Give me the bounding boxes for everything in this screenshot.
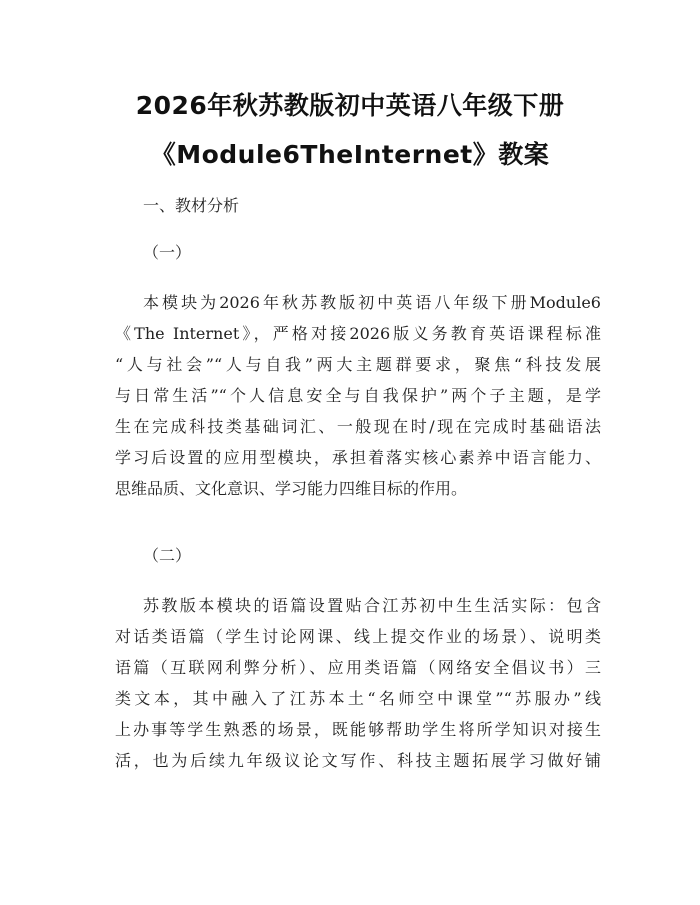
paragraph-2	[115, 590, 601, 776]
subsection-heading-1: （一）	[143, 243, 192, 262]
paragraph-2-line: 语篇（互联网利弊分析）、应用类语篇（网络安全倡议书）三	[115, 658, 601, 677]
paragraph-1	[115, 287, 601, 504]
paragraph-2-line: 类文本，其中融入了江苏本土“名师空中课堂”“苏服办”线	[115, 689, 601, 708]
paragraph-1-line: 思维品质、文化意识、学习能力四维目标的作用。	[115, 479, 468, 498]
paragraph-2-line: 苏教版本模块的语篇设置贴合江苏初中生生活实际：包含	[143, 596, 601, 615]
paragraph-2-line: 对话类语篇（学生讨论网课、线上提交作业的场景）、说明类	[115, 627, 601, 646]
document-title-line-1: 2026年秋苏教版初中英语八年级下册	[135, 91, 565, 120]
paragraph-1-line: 《The Internet》，严格对接2026版义务教育英语课程标准	[115, 324, 601, 343]
paragraph-2-line: 活，也为后续九年级议论文写作、科技主题拓展学习做好铺	[115, 751, 601, 770]
paragraph-1-line: 本模块为2026年秋苏教版初中英语八年级下册Module6	[143, 293, 601, 312]
section-heading-textbook-analysis: 一、教材分析	[143, 196, 240, 215]
paragraph-2-line: 上办事等学生熟悉的场景，既能够帮助学生将所学知识对接生	[115, 720, 601, 739]
subsection-heading-2: （二）	[143, 546, 192, 565]
paragraph-1-line: 与日常生活”“个人信息安全与自我保护”两个子主题，是学	[115, 386, 601, 405]
paragraph-1-line: “人与社会”“人与自我”两大主题群要求，聚焦“科技发展	[115, 355, 601, 374]
paragraph-1-line: 生在完成科技类基础词汇、一般现在时/现在完成时基础语法	[115, 417, 601, 436]
document-title-line-2: 《Module6TheInternet》教案	[150, 140, 550, 169]
paragraph-1-line: 学习后设置的应用型模块，承担着落实核心素养中语言能力、	[115, 448, 601, 467]
